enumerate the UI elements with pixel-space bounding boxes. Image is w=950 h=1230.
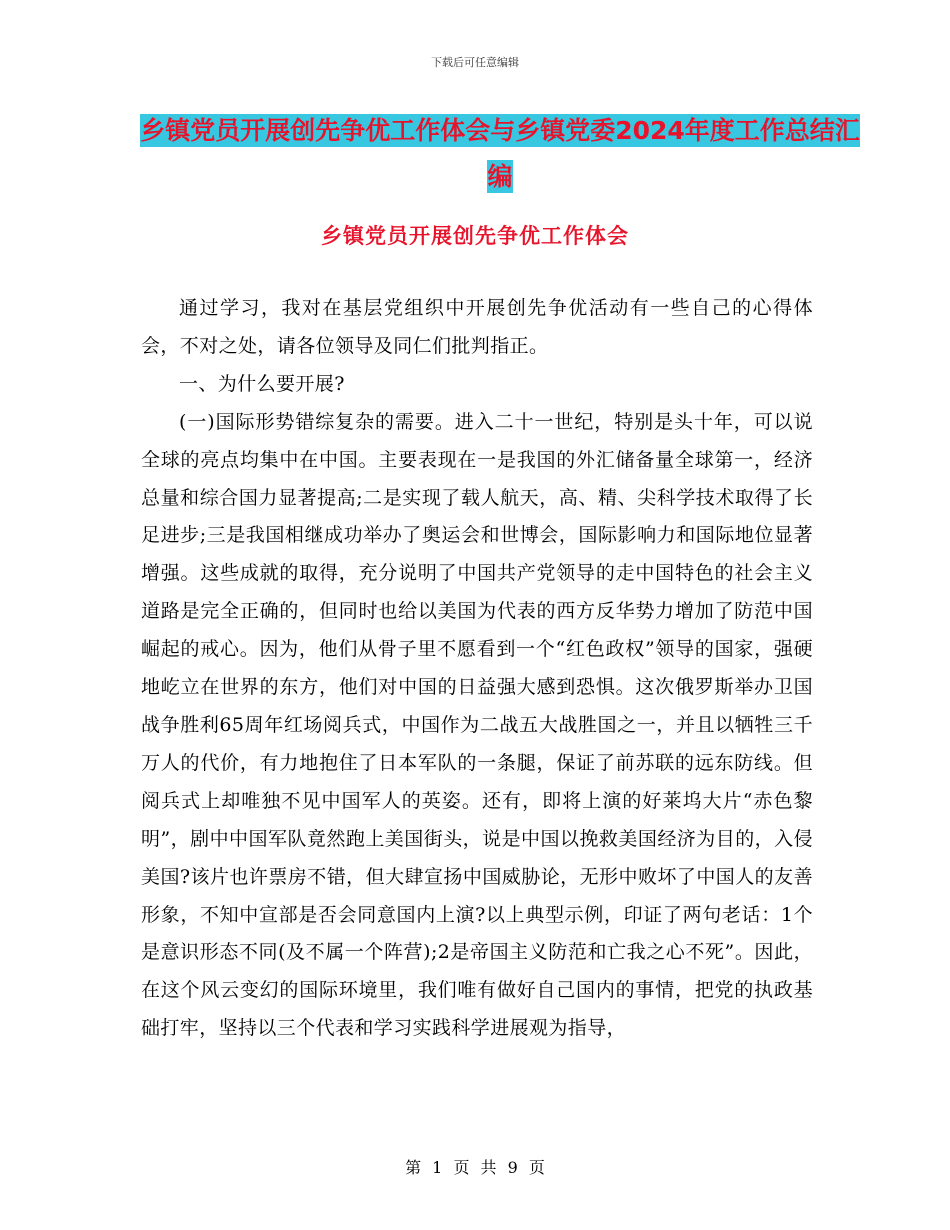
document-title-text: 乡镇党员开展创先争优工作体会与乡镇党委2024年度工作总结汇编	[140, 116, 860, 191]
document-title	[140, 108, 860, 200]
header-note: 下载后可任意编辑	[431, 56, 519, 69]
paragraph-international-situation: (一)国际形势错综复杂的需要。进入二十一世纪，特别是头十年，可以说全球的亮点均集中在中国。主要表现在一是我国的外汇储备量全球第一，经济总量和综合国力显著提高;二是实现了载人航天，高、精、尖科学技术取得了长足进步;三是我国相继成功举办了奥运会和世博会，国际影响力和国际地位显著增强。这些成就的取得，充分说明了中国共产党领导的走中国特色的社会主义道路是完全正确的，但同时也给以美国为代表的西方反华势力增加了防范中国崛起的戒心。因为，他们从骨子里不愿看到一个“红色政权”领导的国家，强硬地屹立在世界的东方，他们对中国的日益强大感到恐惧。这次俄罗斯举办卫国战争胜利65周年红场阅兵式，中国作为二战五大战胜国之一，并且以牺牲三千万人的代价，有力地抱住了日本军队的一条腿，保证了前苏联的远东防线。但阅兵式上却唯独不见中国军人的英姿。还有，即将上演的好莱坞大片“赤色黎明”，剧中中国军队竟然跑上美国街头，说是中国以挽救美国经济为目的，入侵美国?该片也许票房不错，但大肆宣扬中国威胁论，无形中败坏了中国人的友善形象，不知中宣部是否会同意国内上演?以上典型示例，印证了两句老话：1个是意识形态不同(及不属一个阵营);2是帝国主义防范和亡我之心不死”。因此，在这个风云变幻的国际环境里，我们唯有做好自己国内的事情，把党的执政基础打牢，坚持以三个代表和学习实践科学进展观为指导，	[141, 410, 813, 1040]
document-body	[141, 290, 813, 1048]
page-number: 第 1 页 共 9 页	[405, 1158, 545, 1177]
paragraph-heading-why: 一、为什么要开展?	[179, 372, 345, 395]
paragraph-intro: 通过学习，我对在基层党组织中开展创先争优活动有一些自己的心得体会，不对之处，请各位领导及同仁们批判指正。	[141, 297, 813, 357]
section-title: 乡镇党员开展创先争优工作体会	[321, 224, 629, 248]
